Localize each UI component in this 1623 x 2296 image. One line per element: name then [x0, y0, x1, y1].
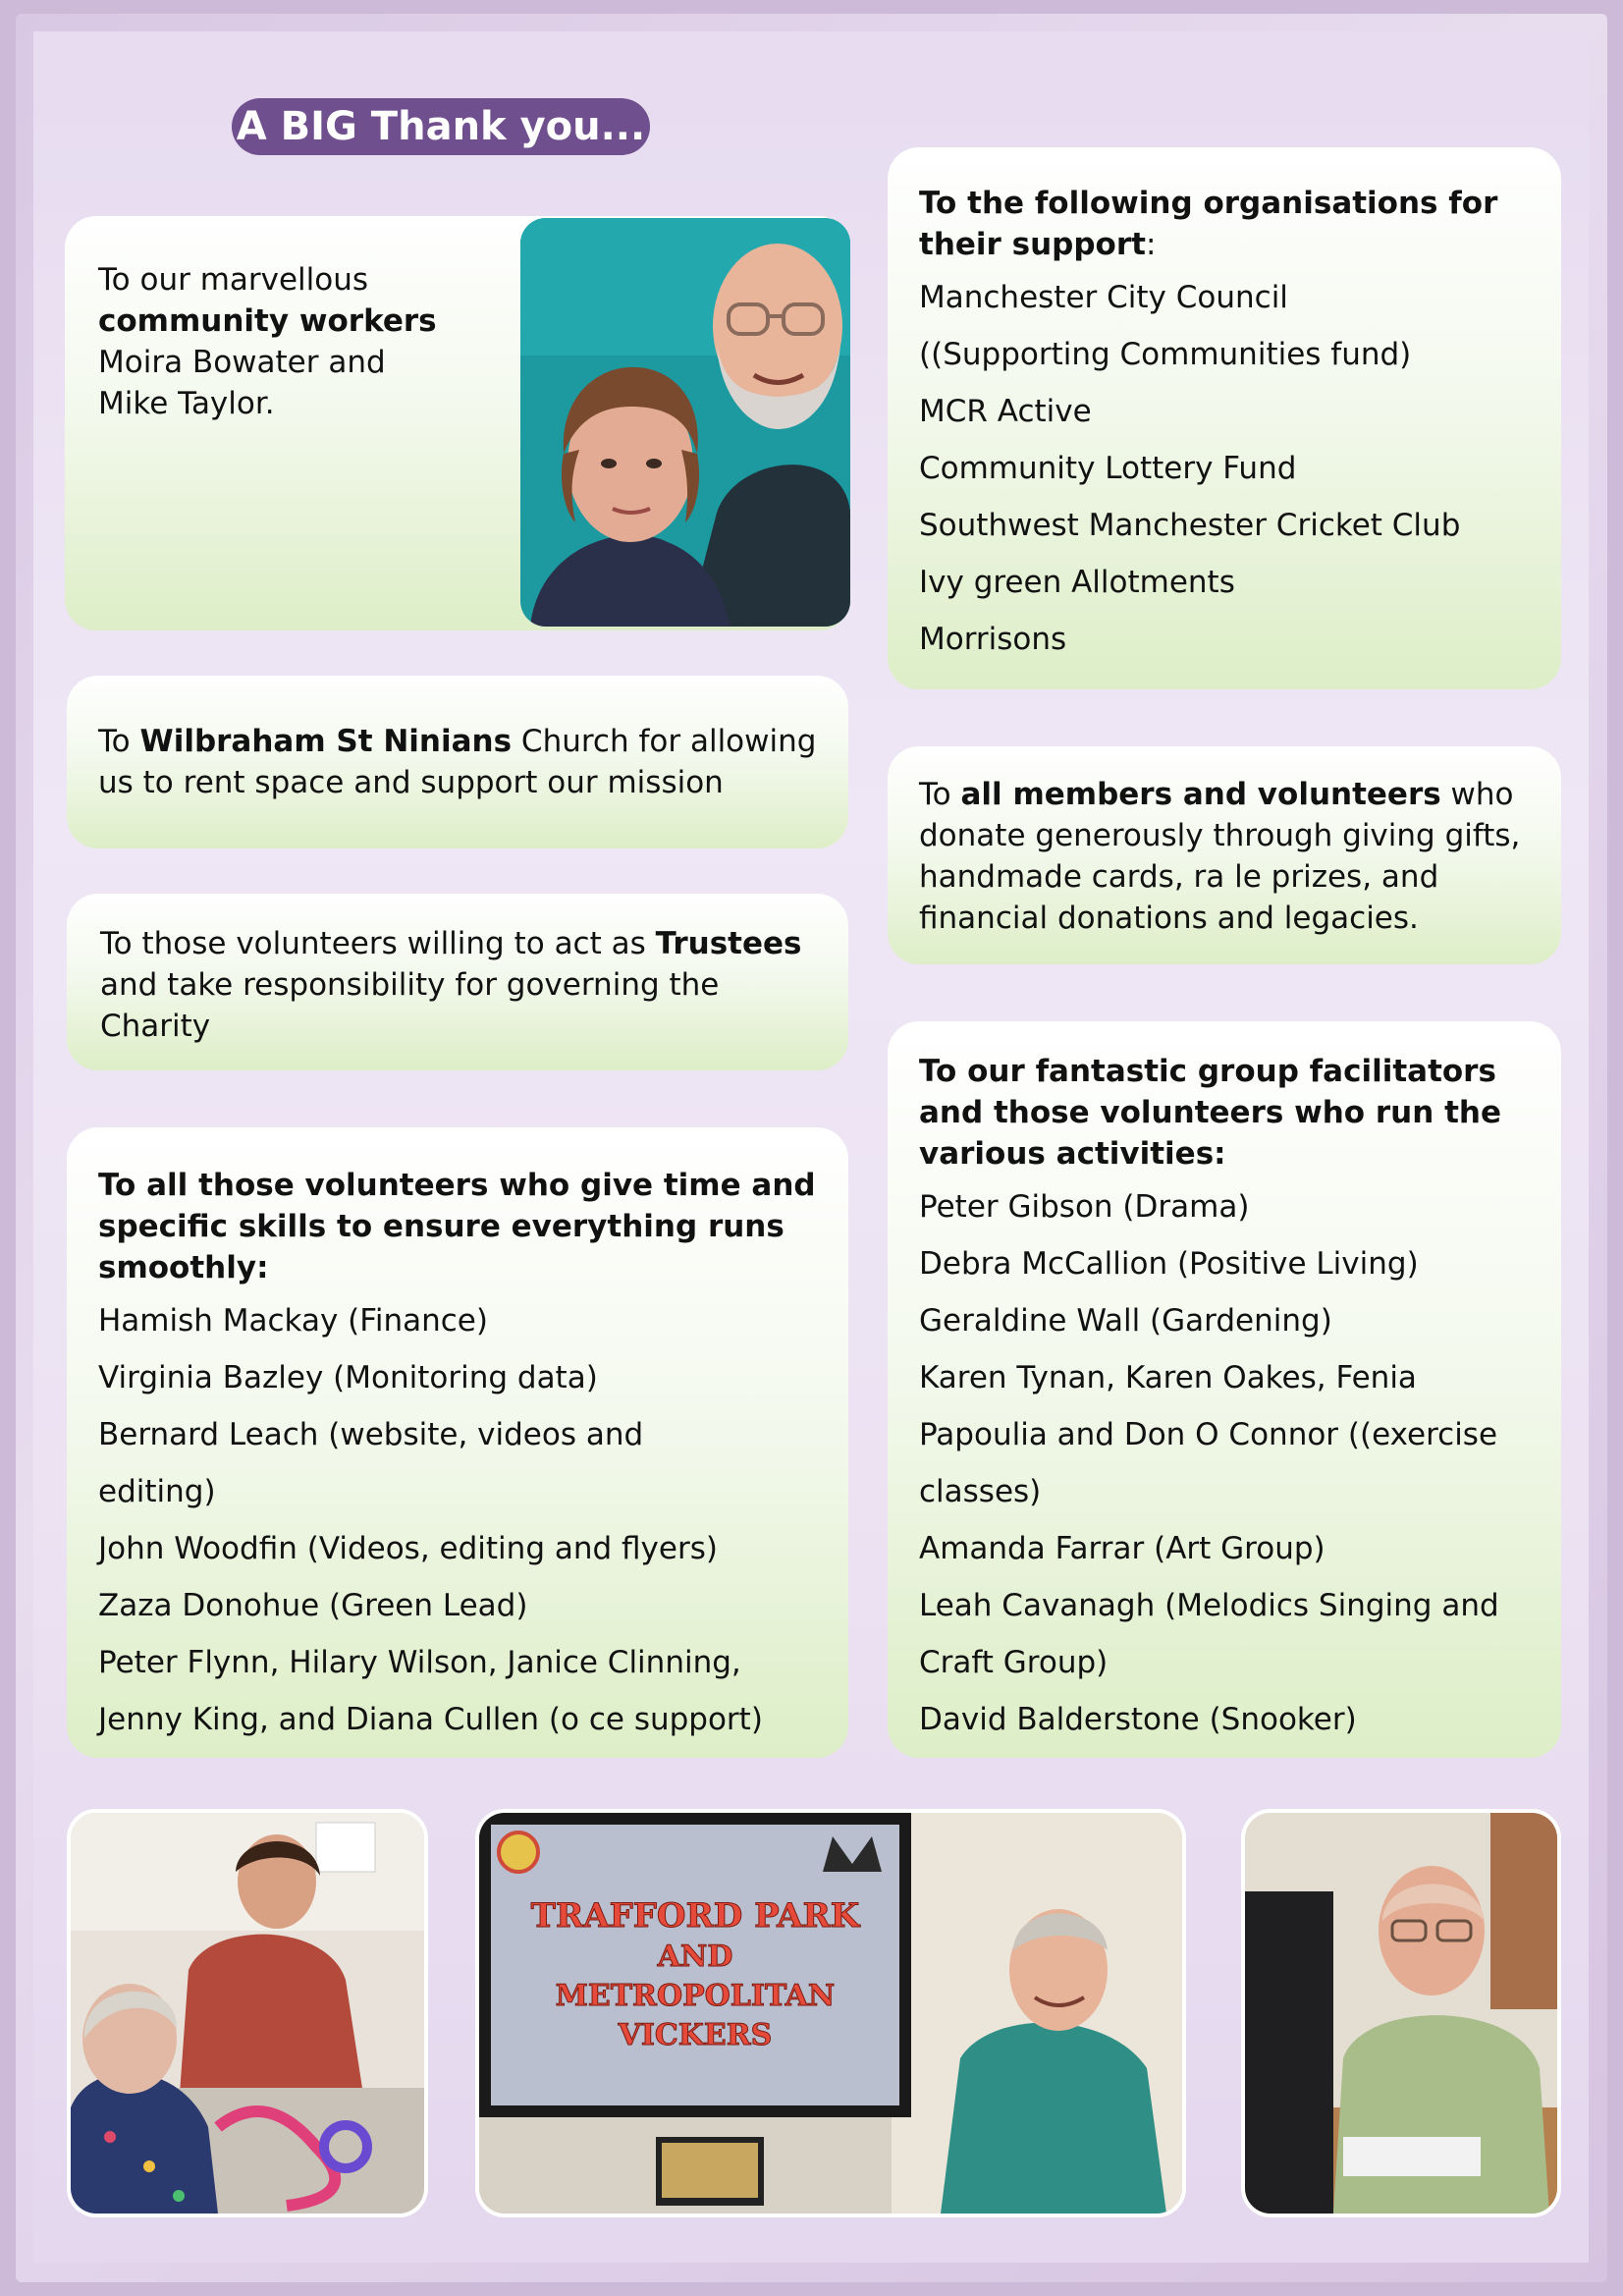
facilitators-list	[919, 1178, 1542, 1748]
community-line4: Mike Taylor.	[98, 386, 275, 421]
presentation-photo	[475, 1809, 1186, 2217]
orgs-colon: :	[1145, 227, 1157, 262]
trustees-suffix: and take responsibility for governing the Charity	[100, 967, 720, 1044]
screen-title-line3: METROPOLITAN	[555, 1979, 836, 2013]
community-workers-photo	[520, 218, 850, 627]
list-item: Virginia Bazley (Monitoring data)	[98, 1360, 598, 1395]
list-item: Peter Gibson (Drama)	[919, 1189, 1250, 1225]
list-item: Bernard Leach (website, videos and	[98, 1417, 644, 1452]
church-card	[67, 676, 848, 848]
members-bold: all members and volunteers	[960, 777, 1441, 812]
members-text	[919, 774, 1542, 939]
skills-list	[98, 1292, 823, 1748]
list-item: Craft Group)	[919, 1645, 1109, 1680]
list-item: David Balderstone (Snooker)	[919, 1702, 1357, 1737]
list-item: Community Lottery Fund	[919, 451, 1297, 486]
church-name: Wilbraham St Ninians	[139, 724, 513, 759]
community-line1: To our marvellous	[98, 262, 369, 298]
computer-volunteer-photo	[1241, 1809, 1561, 2217]
art-group-photo	[67, 1809, 428, 2217]
members-prefix: To	[919, 777, 961, 812]
list-item: John Woodfin (Videos, editing and flyers)	[98, 1531, 718, 1566]
list-item: Manchester City Council	[919, 280, 1288, 315]
portrait-illustration	[520, 218, 850, 627]
list-item: Southwest Manchester Cricket Club	[919, 508, 1461, 543]
list-item: Leah Cavanagh (Melodics Singing and	[919, 1588, 1499, 1623]
facilitators-card	[888, 1021, 1561, 1758]
list-item: classes)	[919, 1474, 1042, 1509]
list-item: editing)	[98, 1474, 216, 1509]
church-prefix: To	[98, 724, 140, 759]
screen-title-line2: AND	[657, 1940, 733, 1974]
computer-volunteer-illustration	[1245, 1813, 1557, 2214]
trustees-prefix: To those volunteers willing to act as	[100, 926, 656, 961]
trustees-bold: Trustees	[655, 926, 802, 961]
orgs-heading	[919, 183, 1538, 265]
logo-icon	[499, 1832, 538, 1872]
screen-title-line4: VICKERS	[618, 2018, 773, 2052]
list-item: MCR Active	[919, 394, 1092, 429]
facilitators-heading: To our fantastic group facilitators and those volunteers who run the various activities:	[919, 1054, 1502, 1172]
skills-heading: To all those volunteers who give time and specific skills to ensure everything runs smoothly:	[98, 1168, 816, 1285]
skills-volunteers-card	[67, 1127, 848, 1758]
list-item: Amanda Farrar (Art Group)	[919, 1531, 1325, 1566]
list-item: Jenny King, and Diana Cullen (o ce support)	[98, 1702, 763, 1737]
community-bold: community workers	[98, 303, 437, 339]
art-group-illustration	[71, 1813, 424, 2214]
organisations-card	[888, 147, 1561, 689]
orgs-heading-text: To the following organisations for their support	[919, 186, 1498, 262]
community-line3: Moira Bowater and	[98, 345, 386, 380]
screen-title-line1: TRAFFORD PARK	[530, 1896, 860, 1936]
list-item: Papoulia and Don O Connor ((exercise	[919, 1417, 1498, 1452]
church-text	[98, 721, 819, 803]
list-item: Hamish Mackay (Finance)	[98, 1303, 488, 1339]
list-item: Karen Tynan, Karen Oakes, Fenia	[919, 1360, 1417, 1395]
list-item: Zaza Donohue (Green Lead)	[98, 1588, 528, 1623]
list-item: Debra McCallion (Positive Living)	[919, 1246, 1419, 1282]
page-title: A BIG Thank you...	[232, 98, 650, 155]
presentation-illustration	[479, 1813, 1182, 2214]
church-suffix: Church for allowing us to rent space and support our mission	[98, 724, 817, 800]
list-item: ((Supporting Communities fund)	[919, 337, 1412, 372]
members-card	[888, 746, 1561, 964]
list-item: Geraldine Wall (Gardening)	[919, 1303, 1332, 1339]
list-item: Ivy green Allotments	[919, 565, 1235, 600]
list-item: Peter Flynn, Hilary Wilson, Janice Clinning,	[98, 1645, 741, 1680]
orgs-list	[919, 269, 1538, 668]
members-suffix: who donate generously through giving gifts, handmade cards, ra le prizes, and financial donations and legacies.	[919, 777, 1521, 936]
trustees-text	[100, 923, 819, 1047]
trustees-card	[67, 894, 848, 1070]
list-item: Morrisons	[919, 622, 1067, 657]
